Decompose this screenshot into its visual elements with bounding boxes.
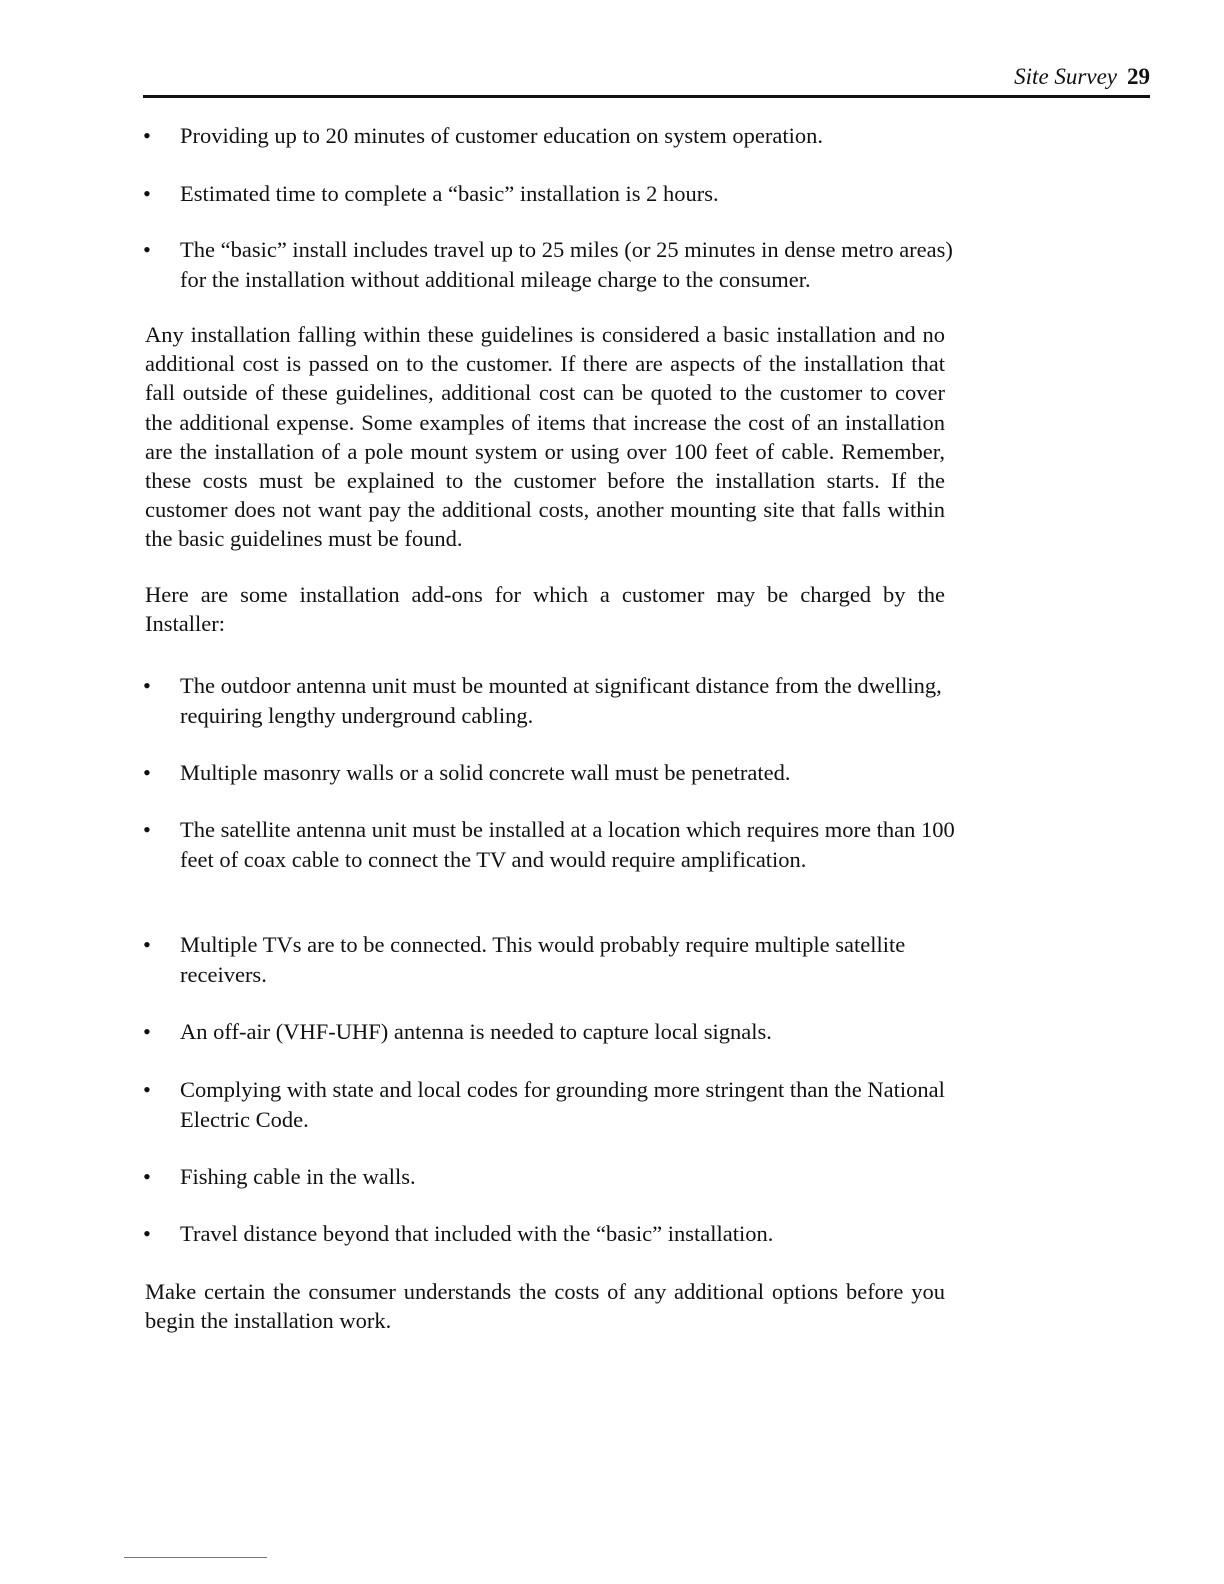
- bullet-icon: •: [143, 760, 151, 785]
- bullet-icon: •: [143, 1077, 151, 1102]
- list-item: [143, 179, 963, 209]
- list-item-text: The “basic” install includes travel up to 25 miles (or 25 minutes in dense metro areas) for the installation without additional mileage charge to the consumer.: [180, 237, 953, 292]
- list-item: [143, 758, 963, 788]
- list-item-text: The satellite antenna unit must be installed at a location which requires more than 100 feet of coax cable to connect the TV and would require amplification.: [180, 817, 955, 872]
- bullet-icon: •: [143, 1221, 151, 1246]
- list-item-text: Multiple masonry walls or a solid concrete wall must be penetrated.: [180, 760, 791, 785]
- list-item-text: Multiple TVs are to be connected. This would probably require multiple satellite receivers.: [180, 932, 906, 987]
- addons-intro-paragraph: Here are some installation add-ons for which a customer may be charged by the Installer:: [145, 582, 945, 637]
- list-item: [143, 1162, 963, 1192]
- header-rule: [143, 95, 1150, 98]
- bullet-icon: •: [143, 932, 151, 957]
- list-item-text: Travel distance beyond that included with the “basic” installation.: [180, 1221, 774, 1246]
- list-item-text: Providing up to 20 minutes of customer education on system operation.: [180, 123, 824, 148]
- guidelines-paragraph: Any installation falling within these guidelines is considered a basic installation and no additional cost is passed on to the customer. If there are aspects of the installation that fall outside of these guidelines, additional cost can be quoted to the customer to cover the additional expense. Some examples of items that increase the cost of an installation are the installation of a pole mount system or using over 100 feet of cable. Remember, these costs must be explained to the customer before the installation starts. If the customer does not want pay the additional costs, another mounting site that falls within the basic guidelines must be found.: [145, 322, 945, 552]
- bullet-icon: •: [143, 1164, 151, 1189]
- list-item-text: Complying with state and local codes for grounding more stringent than the National Electric Code.: [180, 1077, 945, 1132]
- running-header: [143, 62, 1150, 92]
- bullet-icon: •: [143, 1019, 151, 1044]
- bullet-icon: •: [143, 673, 151, 698]
- bullet-icon: •: [143, 237, 151, 262]
- list-item: [143, 815, 963, 875]
- list-item: [143, 671, 963, 731]
- closing-paragraph: Make certain the consumer understands the costs of any additional options before you begin the installation work.: [145, 1279, 945, 1334]
- page-number: 29: [1127, 64, 1150, 89]
- list-item-text: The outdoor antenna unit must be mounted at significant distance from the dwelling, requiring lengthy underground cabling.: [180, 673, 942, 728]
- list-item: [143, 1075, 963, 1135]
- bullet-icon: •: [143, 817, 151, 842]
- list-item: [143, 235, 963, 295]
- list-item: [143, 1219, 963, 1249]
- list-item-text: Estimated time to complete a “basic” installation is 2 hours.: [180, 181, 719, 206]
- bullet-icon: •: [143, 123, 151, 148]
- list-item-text: An off-air (VHF-UHF) antenna is needed to capture local signals.: [180, 1019, 772, 1044]
- list-item: [143, 1017, 963, 1047]
- list-item: [143, 121, 963, 151]
- list-item: [143, 930, 963, 990]
- section-title: Site Survey: [1014, 64, 1117, 89]
- list-item-text: Fishing cable in the walls.: [180, 1164, 416, 1189]
- bullet-icon: •: [143, 181, 151, 206]
- footnote-rule: [124, 1557, 267, 1558]
